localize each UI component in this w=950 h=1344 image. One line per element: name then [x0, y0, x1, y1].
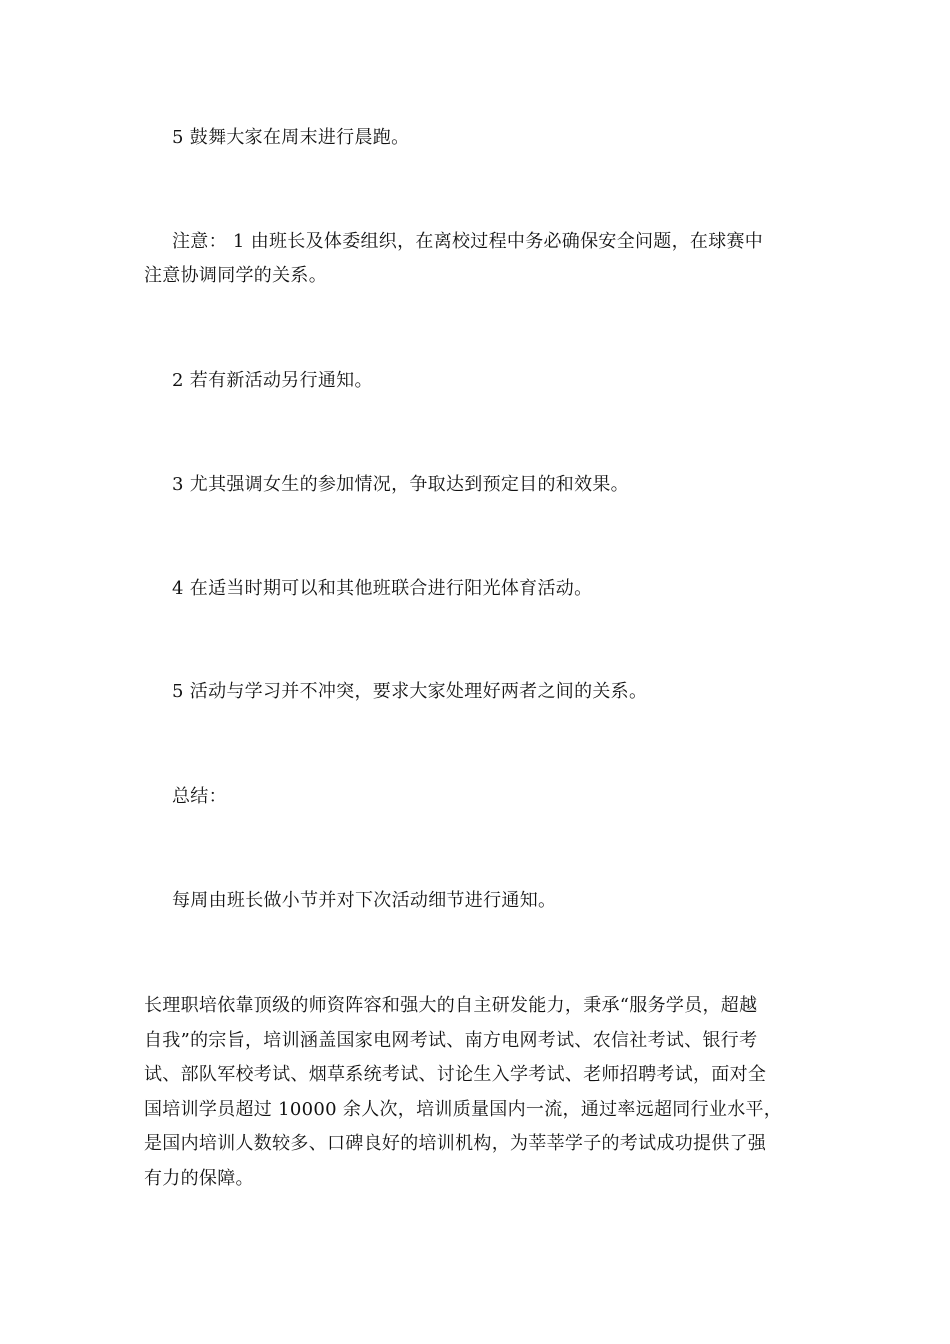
summary-text: 每周由班长做小节并对下次活动细节进行通知。: [172, 890, 557, 911]
note-item-3: 3 尤其强调女生的参加情况，争取达到预定目的和效果。: [172, 474, 629, 495]
note-item-4: 4 在适当时期可以和其他班联合进行阳光体育活动。: [172, 578, 593, 599]
ad-line: 长理职培依靠顶级的师资阵容和强大的自主研发能力，秉承“服务学员，超越: [144, 995, 758, 1016]
ad-line: 试、部队军校考试、烟草系统考试、讨论生入学考试、老师招聘考试，面对全: [144, 1064, 767, 1085]
ad-line: 有力的保障。: [144, 1167, 254, 1189]
summary-heading: 总结：: [172, 786, 227, 807]
ad-line: 国培训学员超过 10000 余人次，培训质量国内一流，通过率远超同行业水平，: [144, 1098, 783, 1120]
list-item-weekend-run: 5 鼓舞大家在周末进行晨跑。: [172, 127, 410, 148]
ad-line: 是国内培训人数较多、口碑良好的培训机构，为莘莘学子的考试成功提供了强: [144, 1133, 767, 1154]
advertisement-paragraph: [144, 989, 808, 1196]
note-item-1-line2: 注意协调同学的关系。: [144, 265, 327, 286]
ad-line: 自我”的宗旨，培训涵盖国家电网考试、南方电网考试、农信社考试、银行考: [144, 1029, 758, 1051]
note-item-5: 5 活动与学习并不冲突，要求大家处理好两者之间的关系。: [172, 681, 648, 702]
note-item-1-line1: 注意： 1 由班长及体委组织，在离校过程中务必确保安全问题，在球赛中: [172, 231, 764, 252]
note-item-2: 2 若有新活动另行通知。: [172, 370, 373, 391]
